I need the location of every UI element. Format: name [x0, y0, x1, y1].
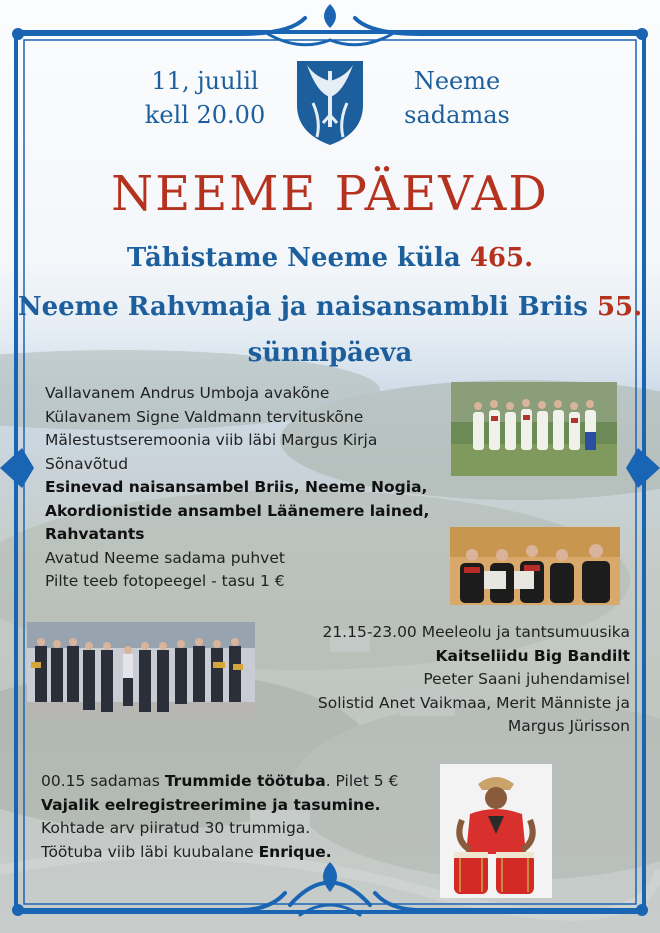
- music-line: Solistid Anet Vaikmaa, Merit Männiste ja: [317, 693, 630, 712]
- music-line: Peeter Saani juhendamisel: [423, 670, 630, 688]
- subtitle-line-2: [0, 290, 660, 324]
- program-extra-line: Pilte teeb fotopeegel - tasu 1 €: [45, 572, 285, 590]
- workshop-leader-name: Enrique.: [258, 842, 332, 861]
- performers-line: Rahvatants: [45, 525, 145, 543]
- location-line-1: Neeme: [413, 67, 501, 95]
- neeme-crest-icon: [293, 57, 367, 147]
- program-line: Sõnavõtud: [45, 454, 129, 473]
- ensemble-anniversary-number: 55.: [596, 292, 643, 322]
- subtitle-line-3: sünnipäeva: [247, 338, 413, 368]
- event-date: 11, juulil: [151, 67, 259, 95]
- workshop-price: . Pilet 5 €: [325, 772, 399, 790]
- program-extra-line: Avatud Neeme sadama puhvet: [45, 548, 285, 567]
- village-anniversary-number: 465.: [469, 243, 534, 273]
- program-line: Vallavanem Andrus Umboja avakõne: [45, 384, 330, 402]
- event-time: kell 20.00: [144, 101, 266, 129]
- subtitle-line-1: [0, 241, 660, 275]
- workshop-capacity: Kohtade arv piiratud 30 trummiga.: [41, 819, 311, 837]
- workshop-name: Trummide töötuba: [164, 772, 326, 790]
- performers-line: Akordionistide ansambel Läänemere lained,: [45, 501, 430, 520]
- music-block: [255, 621, 630, 739]
- workshop-line-1: [41, 770, 461, 794]
- event-date-time: [130, 64, 280, 132]
- subtitle-text-1: Tähistame Neeme küla: [126, 243, 470, 273]
- accordion-ensemble-photo: [450, 527, 620, 605]
- program-line: Mälestustseremoonia viib läbi Margus Kirja: [45, 431, 378, 449]
- workshop-leader-text: Töötuba viib läbi kuubalane: [41, 842, 259, 861]
- event-location: [382, 64, 532, 132]
- ensemble-group-photo: [451, 382, 617, 476]
- workshop-registration: Vajalik eelregistreerimine ja tasumine.: [41, 795, 381, 814]
- program-block: [45, 382, 450, 594]
- workshop-leader-line: [41, 841, 461, 865]
- subtitle-text-2: Neeme Rahvmaja ja naisansambli Briis: [17, 292, 597, 322]
- band-name: Kaitseliidu Big Bandilt: [435, 646, 630, 665]
- big-band-photo: [27, 622, 255, 719]
- drummer-photo: [440, 764, 552, 898]
- drum-workshop-block: [41, 770, 461, 864]
- music-line: Margus Jürisson: [507, 717, 630, 735]
- event-title: NEEME PÄEVAD: [111, 166, 549, 222]
- program-line: Külavanem Signe Valdmann tervituskõne: [45, 407, 364, 426]
- music-time-line: 21.15-23.00 Meeleolu ja tantsumuusika: [322, 623, 630, 641]
- workshop-time: 00.15 sadamas: [41, 772, 165, 790]
- performers-line: Esinevad naisansambel Briis, Neeme Nogia,: [45, 478, 428, 496]
- location-line-2: sadamas: [404, 101, 510, 129]
